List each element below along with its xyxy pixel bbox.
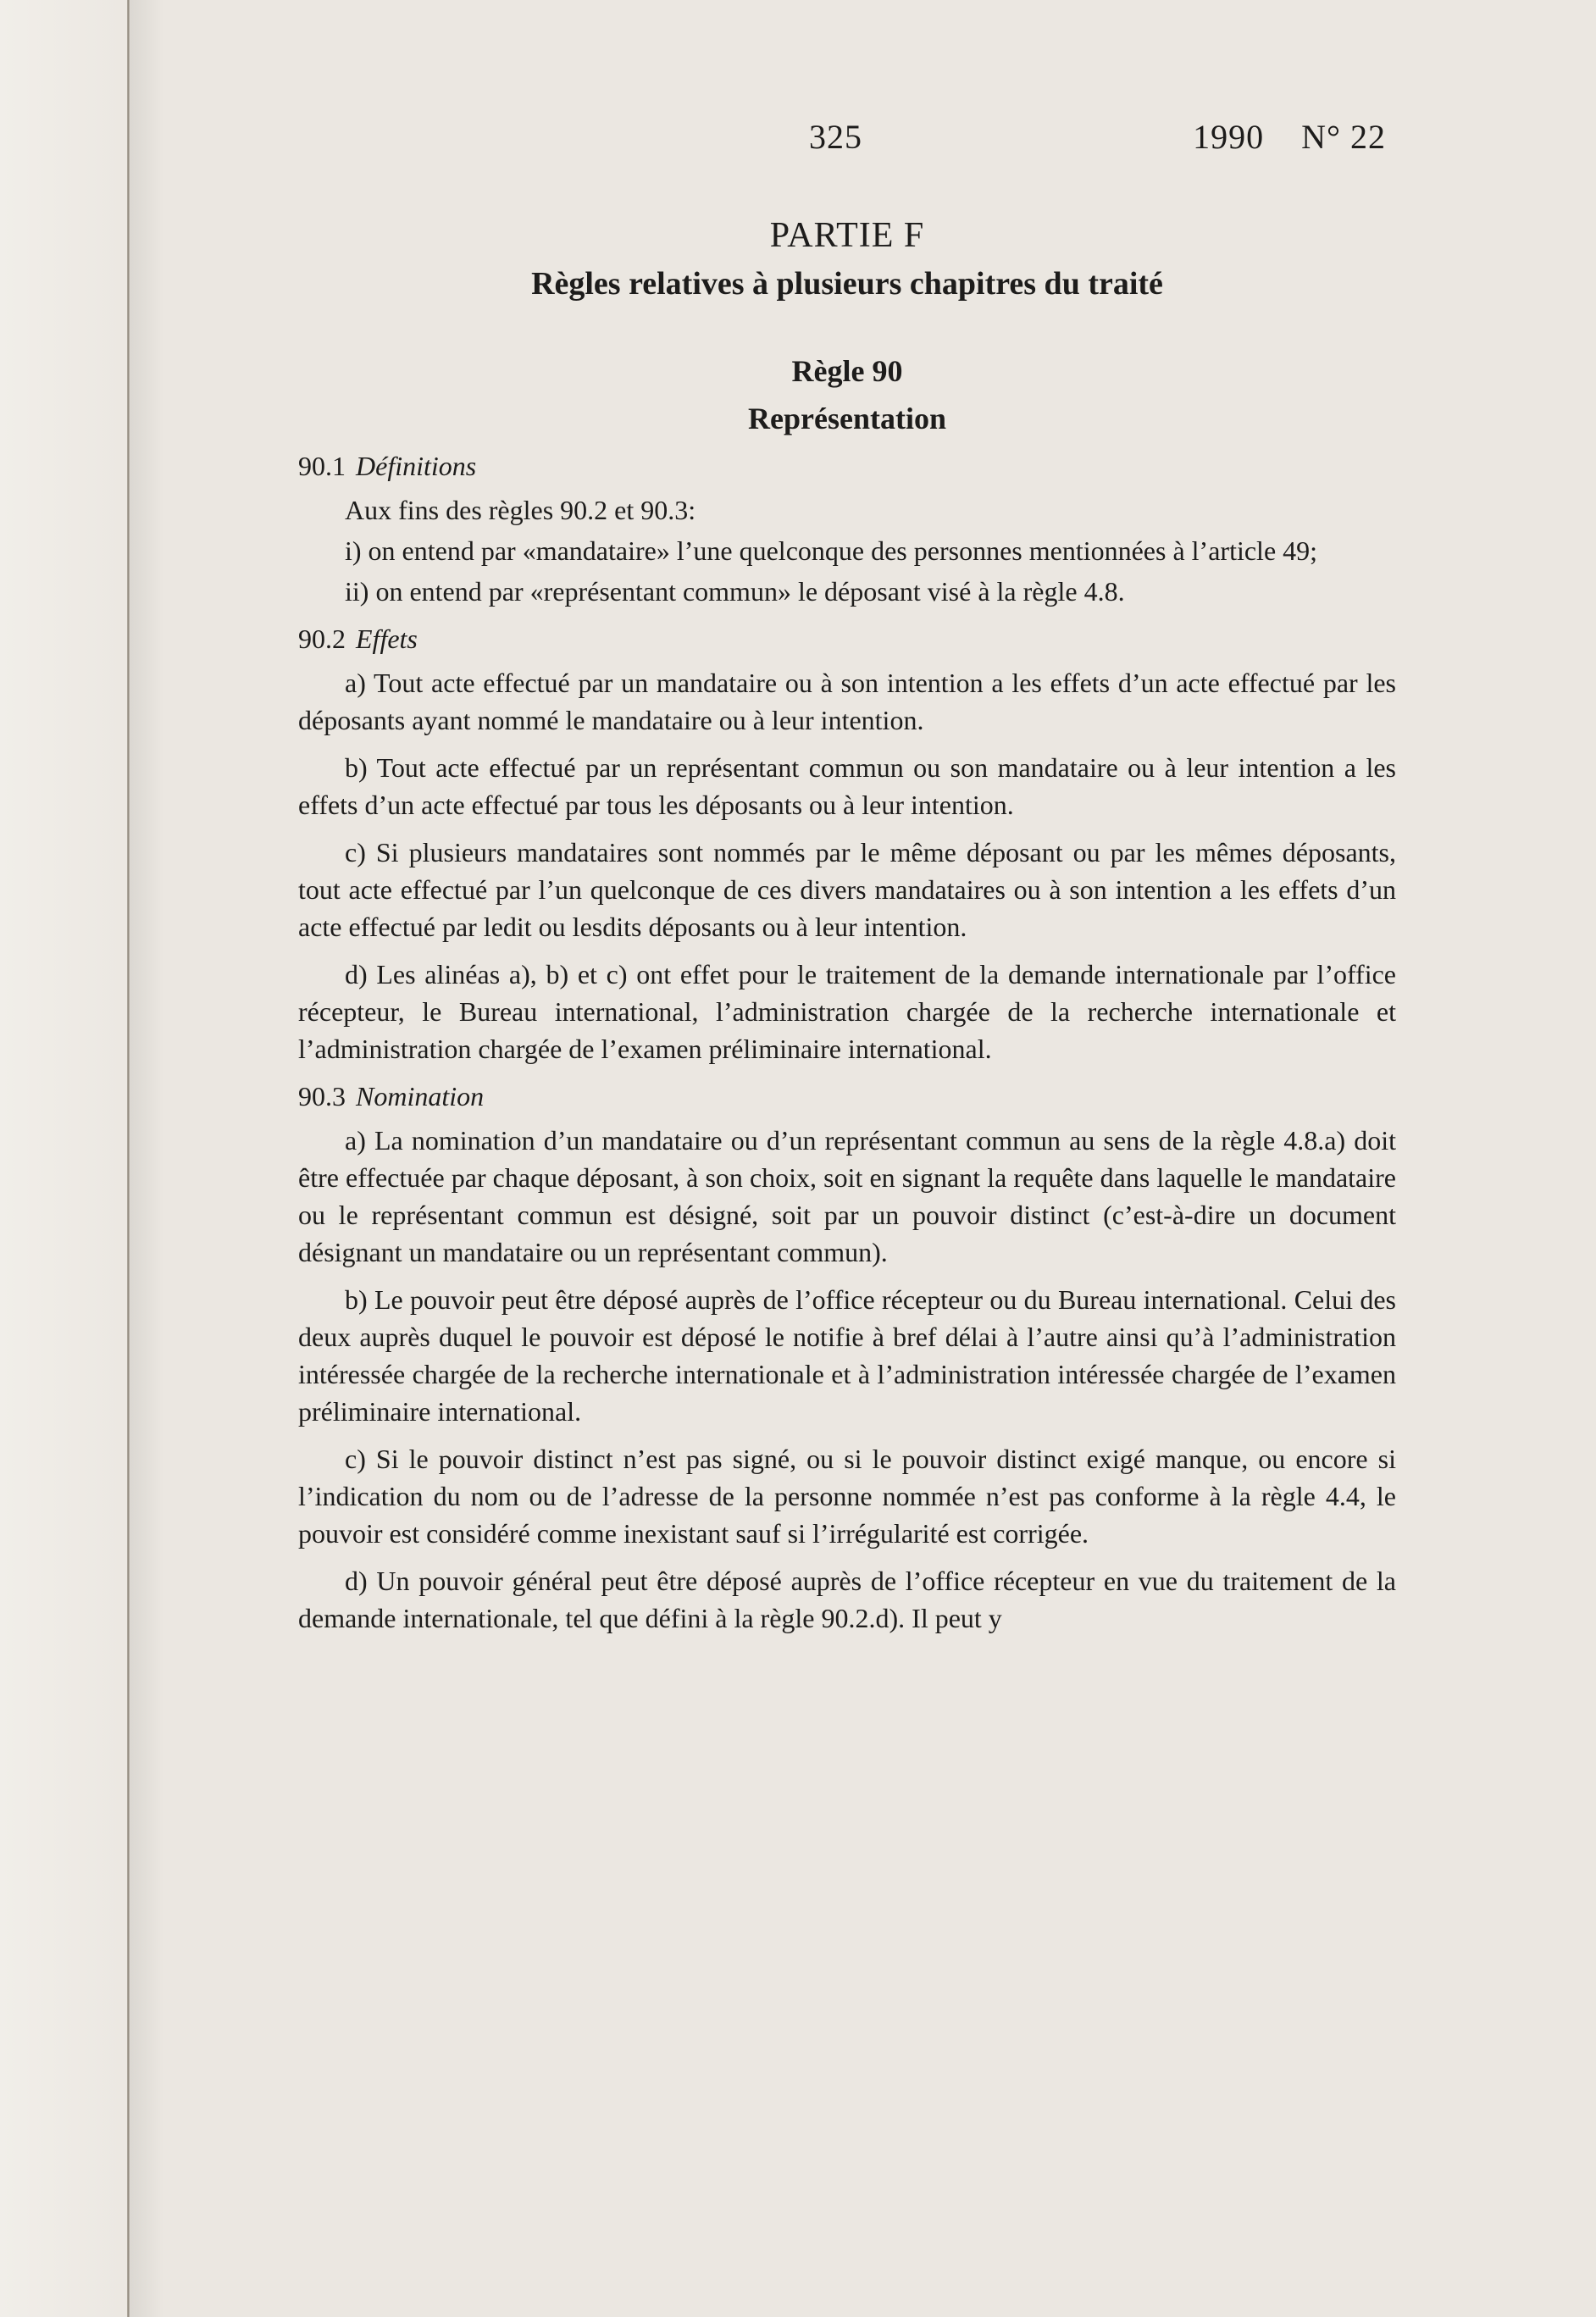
section-heading	[298, 620, 1396, 657]
paragraph: b) Le pouvoir peut être déposé auprès de l’office récepteur ou du Bureau international. Celui des deux auprès duquel le pouvoir est déposé le notifie à bref délai à l’autre ainsi qu’à l’administration intéressée chargée de la recherche internationale et à l’administration intéressée chargée de l’examen préliminaire international.	[298, 1284, 1396, 1427]
rule-subtitle: Représentation	[748, 402, 946, 435]
section-nomination	[298, 1078, 1396, 1637]
section-heading	[298, 1078, 1396, 1115]
page-binding-margin	[0, 0, 144, 2317]
section-number: 90.3	[298, 1081, 346, 1111]
paragraph: d) Les alinéas a), b) et c) ont effet pour le traitement de la demande internationale par l’office récepteur, le Bureau international, l’administration chargée de la recherche internationale et l’administration chargée de l’examen préliminaire international.	[298, 959, 1396, 1064]
paragraph: c) Si le pouvoir distinct n’est pas signé, ou si le pouvoir distinct exigé manque, ou encore si l’indication du nom ou de l’adresse de la personne nommée n’est pas conforme à la règle 4.4, le pouvoir est considéré comme inexistant sauf si l’irrégularité est corrigée.	[298, 1444, 1396, 1549]
paragraph: i) on entend par «mandataire» l’une quelconque des personnes mentionnées à l’article 49;	[345, 535, 1318, 566]
paragraph: c) Si plusieurs mandataires sont nommés par le même déposant ou par les mêmes déposants, tout acte effectué par l’un quelconque de ces divers mandataires ou à son intention a les effets d’un acte effectué par ledit ou lesdits déposants ou à leur intention.	[298, 837, 1396, 942]
paragraph: d) Un pouvoir général peut être déposé auprès de l’office récepteur en vue du traitement de la demande internationale, tel que défini à la règle 90.2.d). Il peut y	[298, 1566, 1396, 1633]
part-title: PARTIE F	[769, 216, 925, 255]
section-title: Nomination	[356, 1081, 485, 1111]
rule-title: Règle 90	[791, 354, 903, 388]
binding-gutter-shadow	[130, 0, 163, 2317]
page-number: 325	[809, 118, 862, 156]
page-body	[298, 212, 1396, 1647]
section-number: 90.1	[298, 451, 346, 481]
paragraph: a) Tout acte effectué par un mandataire ou à son intention a les effets d’un acte effectué par les déposants ayant nommé le mandataire ou à leur intention.	[298, 668, 1396, 735]
paragraph: b) Tout acte effectué par un représentant commun ou son mandataire ou à leur intention a les effets d’un acte effectué par tous les déposants ou à leur intention.	[298, 752, 1396, 820]
section-title: Effets	[356, 624, 418, 654]
section-definitions	[298, 447, 1396, 610]
paragraph: a) La nomination d’un mandataire ou d’un représentant commun au sens de la règle 4.8.a) doit être effectuée par chaque déposant, à son choix, soit en signant la requête dans laquelle le mandataire ou le représentant commun est désigné, soit par un pouvoir distinct (c’est-à-dire un document désignant un mandataire ou un représentant commun).	[298, 1125, 1396, 1267]
paragraph: Aux fins des règles 90.2 et 90.3:	[345, 495, 696, 525]
year-and-issue-number: 1990 N° 22	[1193, 118, 1386, 156]
running-header	[0, 117, 1596, 159]
section-number: 90.2	[298, 624, 346, 654]
section-title: Définitions	[356, 451, 477, 481]
part-subtitle: Règles relatives à plusieurs chapitres du traité	[531, 266, 1163, 302]
section-effects	[298, 620, 1396, 1067]
paragraph: ii) on entend par «représentant commun» le déposant visé à la règle 4.8.	[345, 576, 1125, 607]
section-heading	[298, 447, 1396, 485]
